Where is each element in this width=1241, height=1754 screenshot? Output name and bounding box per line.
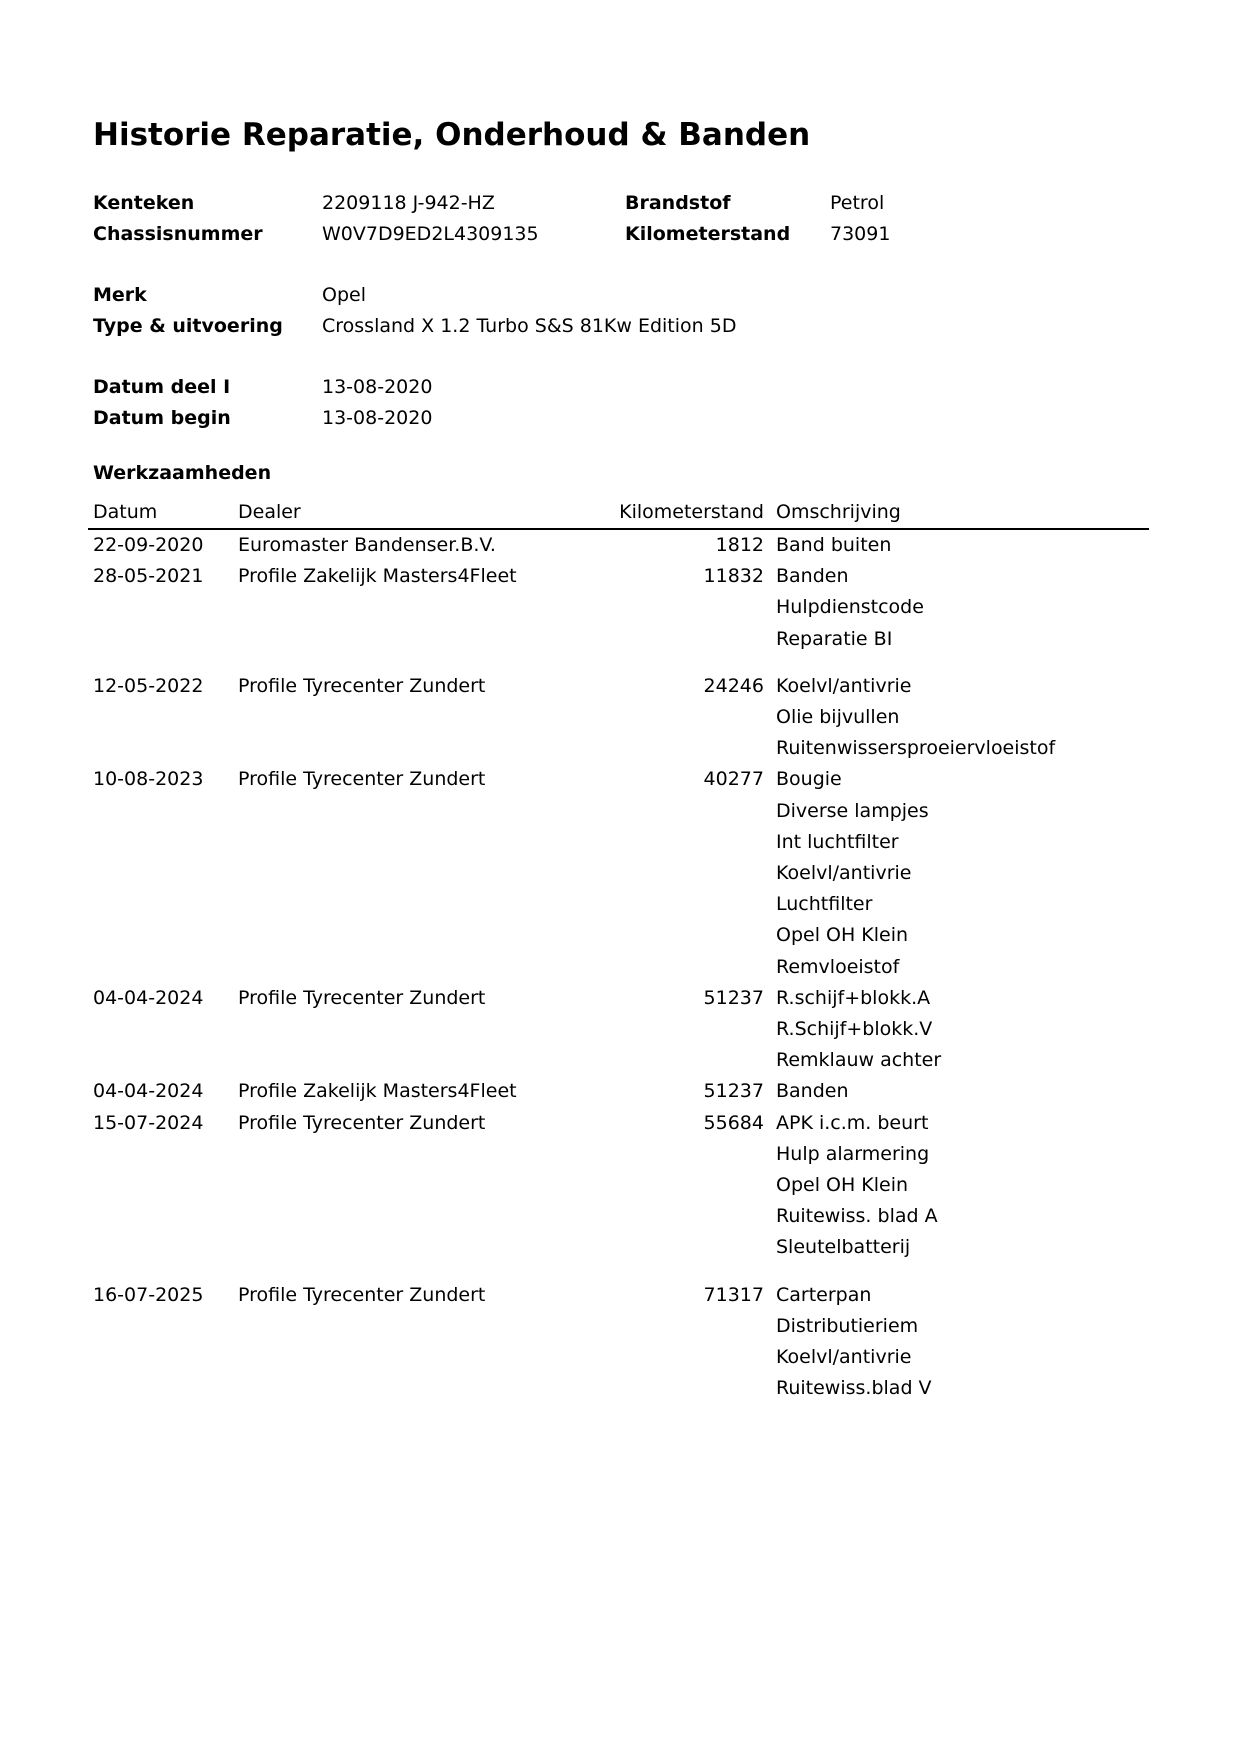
description-item: Hulpdienstcode bbox=[776, 596, 924, 619]
header-date: Datum bbox=[93, 501, 158, 523]
row-date: 04-04-2024 bbox=[93, 986, 204, 1009]
description-item: Opel OH Klein bbox=[776, 1174, 909, 1197]
brandstof-value: Petrol bbox=[830, 192, 885, 214]
description-item: Band buiten bbox=[776, 534, 892, 556]
description-item: Int luchtfilter bbox=[776, 830, 899, 853]
description-item: Olie bijvullen bbox=[776, 706, 900, 729]
datum-begin-label: Datum begin bbox=[93, 407, 231, 429]
table-row bbox=[88, 1076, 1149, 1107]
row-km: 24246 bbox=[703, 674, 764, 697]
kilometerstand-label: Kilometerstand bbox=[625, 223, 791, 245]
row-km: 51237 bbox=[703, 1080, 764, 1103]
description-item: Sleutelbatterij bbox=[776, 1236, 911, 1259]
table-row bbox=[88, 671, 1149, 765]
page-title: Historie Reparatie, Onderhoud & Banden bbox=[93, 117, 811, 153]
row-km: 40277 bbox=[703, 768, 764, 791]
description-item: R.schijf+blokk.A bbox=[776, 986, 931, 1009]
chassis-value: W0V7D9ED2L4309135 bbox=[322, 223, 539, 245]
kenteken-label: Kenteken bbox=[93, 192, 195, 214]
row-descriptions bbox=[776, 1108, 1149, 1264]
description-item: Luchtfilter bbox=[776, 893, 873, 916]
description-item: Koelvl/antivrie bbox=[776, 1346, 912, 1369]
row-date: 10-08-2023 bbox=[93, 768, 204, 791]
description-item: Opel OH Klein bbox=[776, 924, 909, 947]
row-descriptions bbox=[776, 1280, 1149, 1405]
kenteken-value: 2209118 J-942-HZ bbox=[322, 192, 495, 214]
row-km: 55684 bbox=[703, 1111, 764, 1134]
row-dealer: Profile Tyrecenter Zundert bbox=[238, 1111, 486, 1134]
row-descriptions bbox=[776, 530, 1149, 561]
row-km: 1812 bbox=[715, 534, 764, 556]
row-dealer: Profile Tyrecenter Zundert bbox=[238, 1283, 486, 1306]
work-table bbox=[88, 497, 1149, 1404]
row-dealer: Euromaster Bandenser.B.V. bbox=[238, 534, 496, 556]
table-row bbox=[88, 983, 1149, 1077]
row-date: 12-05-2022 bbox=[93, 674, 204, 697]
row-km: 71317 bbox=[703, 1283, 764, 1306]
description-item: Diverse lampjes bbox=[776, 799, 929, 822]
row-dealer: Profile Zakelijk Masters4Fleet bbox=[238, 1080, 517, 1103]
header-dealer: Dealer bbox=[238, 501, 301, 523]
row-date: 16-07-2025 bbox=[93, 1283, 204, 1306]
header-desc: Omschrijving bbox=[776, 501, 901, 523]
description-item: Remvloeistof bbox=[776, 955, 900, 978]
datum-deel-label: Datum deel I bbox=[93, 376, 231, 398]
row-km: 11832 bbox=[703, 565, 764, 588]
table-row bbox=[88, 764, 1149, 982]
description-item: R.Schijf+blokk.V bbox=[776, 1018, 933, 1041]
description-item: Banden bbox=[776, 1080, 849, 1103]
row-dealer: Profile Zakelijk Masters4Fleet bbox=[238, 565, 517, 588]
row-descriptions bbox=[776, 671, 1149, 765]
chassis-label: Chassisnummer bbox=[93, 223, 263, 245]
description-item: Koelvl/antivrie bbox=[776, 674, 912, 697]
type-label: Type & uitvoering bbox=[93, 315, 283, 337]
table-body bbox=[88, 530, 1149, 1404]
row-descriptions bbox=[776, 1076, 1149, 1107]
table-row bbox=[88, 1280, 1149, 1405]
row-date: 22-09-2020 bbox=[93, 534, 204, 556]
description-item: APK i.c.m. beurt bbox=[776, 1111, 929, 1134]
row-descriptions bbox=[776, 561, 1149, 655]
header-km: Kilometerstand bbox=[619, 501, 764, 523]
kilometerstand-value: 73091 bbox=[830, 223, 891, 245]
row-date: 04-04-2024 bbox=[93, 1080, 204, 1103]
row-descriptions bbox=[776, 983, 1149, 1077]
description-item: Ruitenwissersproeiervloeistof bbox=[776, 737, 1056, 760]
row-km: 51237 bbox=[703, 986, 764, 1009]
datum-deel-value: 13-08-2020 bbox=[322, 376, 433, 398]
table-row bbox=[88, 530, 1149, 561]
brandstof-label: Brandstof bbox=[625, 192, 731, 214]
table-row bbox=[88, 561, 1149, 655]
datum-begin-value: 13-08-2020 bbox=[322, 407, 433, 429]
row-dealer: Profile Tyrecenter Zundert bbox=[238, 674, 486, 697]
description-item: Ruitewiss.blad V bbox=[776, 1377, 932, 1400]
description-item: Koelvl/antivrie bbox=[776, 862, 912, 885]
description-item: Carterpan bbox=[776, 1283, 872, 1306]
merk-label: Merk bbox=[93, 284, 147, 306]
row-date: 15-07-2024 bbox=[93, 1111, 204, 1134]
description-item: Banden bbox=[776, 565, 849, 588]
description-item: Ruitewiss. blad A bbox=[776, 1205, 938, 1228]
row-dealer: Profile Tyrecenter Zundert bbox=[238, 768, 486, 791]
merk-value: Opel bbox=[322, 284, 366, 306]
description-item: Hulp alarmering bbox=[776, 1142, 930, 1165]
table-row bbox=[88, 1108, 1149, 1264]
table-header bbox=[88, 497, 1149, 530]
description-item: Distributieriem bbox=[776, 1314, 919, 1337]
description-item: Remklauw achter bbox=[776, 1049, 942, 1072]
description-item: Bougie bbox=[776, 768, 842, 791]
row-date: 28-05-2021 bbox=[93, 565, 204, 588]
row-descriptions bbox=[776, 764, 1149, 982]
type-value: Crossland X 1.2 Turbo S&S 81Kw Edition 5D bbox=[322, 315, 737, 337]
section-title: Werkzaamheden bbox=[93, 462, 272, 484]
description-item: Reparatie BI bbox=[776, 627, 893, 650]
row-dealer: Profile Tyrecenter Zundert bbox=[238, 986, 486, 1009]
